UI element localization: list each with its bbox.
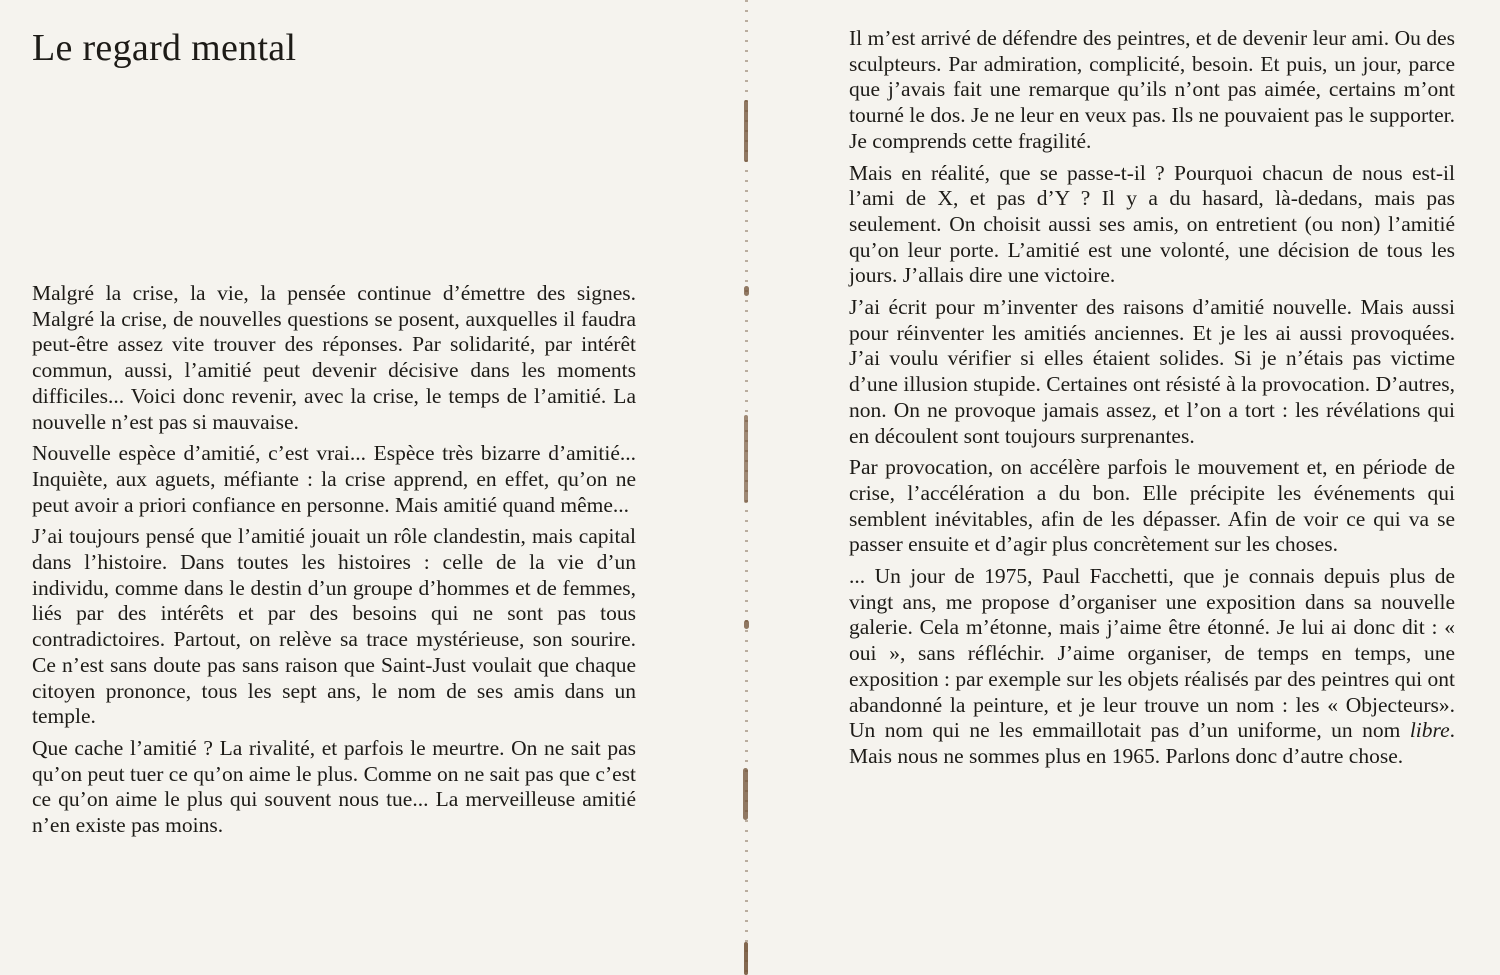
paragraph (849, 564, 1455, 770)
page-title: Le regard mental (32, 27, 297, 69)
binding-speck (744, 942, 748, 975)
left-page-text (32, 281, 636, 839)
left-page (0, 0, 745, 975)
text-segment: . Mais nous ne sommes plus en 1965. Parlons donc d’autre chose. (849, 718, 1455, 768)
paragraph (32, 281, 636, 435)
text-segment: Par provocation, on accélère parfois le mouvement et, en période de crise, l’accélération a du bon. Elle précipite les événements qui semblent inévitables, afin de les dépasser. Afin de voir ce qui va se passer ensuite et d’agir plus concrètement sur les choses. (849, 455, 1455, 557)
italic-text-segment: libre (1409, 718, 1450, 743)
text-segment: Il m’est arrivé de défendre des peintres, et de devenir leur ami. Ou des sculpteurs. Par admiration, complicité, besoin. Et puis, un jour, parce que j’avais fait une remarque qu’ils n’ont pas aimée, certains m’ont tourné le dos. Je ne leur en veux pas. Ils ne pouvaient pas le supporter. Je comprends cette fragilité. (849, 26, 1455, 153)
text-segment: J’ai écrit pour m’inventer des raisons d’amitié nouvelle. Mais aussi pour réinventer les amitiés anciennes. Et je les ai aussi provoquées. J’ai voulu vérifier si elles étaient solides. Si je n’étais pas victime d’une illusion stupide. Certaines ont résisté à la provocation. D’autres, non. On ne provoque jamais assez, et l’on a tort : les révélations qui en découlent sont toujours surprenantes. (849, 295, 1455, 448)
right-page-text (849, 26, 1455, 770)
right-page (752, 0, 1500, 975)
text-segment: Que cache l’amitié ? La rivalité, et parfois le meurtre. On ne sait pas qu’on peut tuer ce qu’on aime le plus. Comme on ne sait pas que c’est ce qu’on aime le plus qui souvent nous tue... La merveilleuse amitié n’en existe pas moins. (32, 735, 636, 838)
text-segment: Nouvelle espèce d’amitié, c’est vrai... Espèce très bizarre d’amitié... Inquiète, aux aguets, méfiante : la crise apprend, en effet, qu’on ne peut avoir a priori confiance en personne. Mais amitié quand même... (32, 441, 636, 517)
text-segment: Mais en réalité, que se passe-t-il ? Pourquoi chacun de nous est-il l’ami de X, et pas d’Y ? Il y a du hasard, là-dedans, mais pas seulement. On choisit aussi ses amis, on entretient (ou non) l’amitié qu’on leur porte. L’amitié est une volonté, une décision de tous les jours. J’allais dire une victoire. (849, 160, 1455, 288)
paragraph (849, 161, 1455, 290)
text-segment: J’ai toujours pensé que l’amitié jouait un rôle clandestin, mais capital dans l’histoire. Dans toutes les histoires : celle de la vie d’un individu, comme dans le destin d’un groupe d’hommes et de femmes, liés par des intérêts et par des besoins qui ne sont pas tous contradictoires. Partout, on relève sa trace mystérieuse, son sourire. Ce n’est sans doute pas sans raison que Saint-Just voulait que chaque citoyen prononce, tous les sept ans, le nom de ses amis dans un temple. (32, 524, 636, 729)
paragraph (849, 295, 1455, 449)
binding-speck (744, 286, 749, 296)
paragraph (849, 455, 1455, 558)
paragraph (849, 26, 1455, 155)
text-segment: ... Un jour de 1975, Paul Facchetti, que je connais depuis plus de vingt ans, me propose d’organiser une exposition dans sa nouvelle galerie. Cela m’étonne, mais j’aime être étonné. Je lui ai donc dit : « oui », sans réfléchir. J’aime organiser, de temps en temps, une exposition : par exemple sur les objets réalisés par des peintres qui ont abandonné la peinture, et je leur trouve un nom : les « Objecteurs». Un nom qui ne les emmaillotait pas d’un uniforme, un nom (849, 564, 1455, 743)
binding-speck (744, 620, 749, 629)
paragraph (32, 441, 636, 518)
binding-speck (744, 415, 748, 503)
binding-speck (744, 100, 748, 162)
binding-speck (743, 768, 748, 820)
paragraph (32, 736, 636, 839)
paragraph (32, 524, 636, 730)
text-segment: Malgré la crise, la vie, la pensée continue d’émettre des signes. Malgré la crise, de nouvelles questions se posent, auxquelles il faudra peut-être assez vite trouver des réponses. Par solidarité, par intérêt commun, aussi, l’amitié peut devenir décisive dans les moments difficiles... Voici donc revenir, avec la crise, le temps de l’amitié. La nouvelle n’est pas si mauvaise. (32, 281, 636, 434)
